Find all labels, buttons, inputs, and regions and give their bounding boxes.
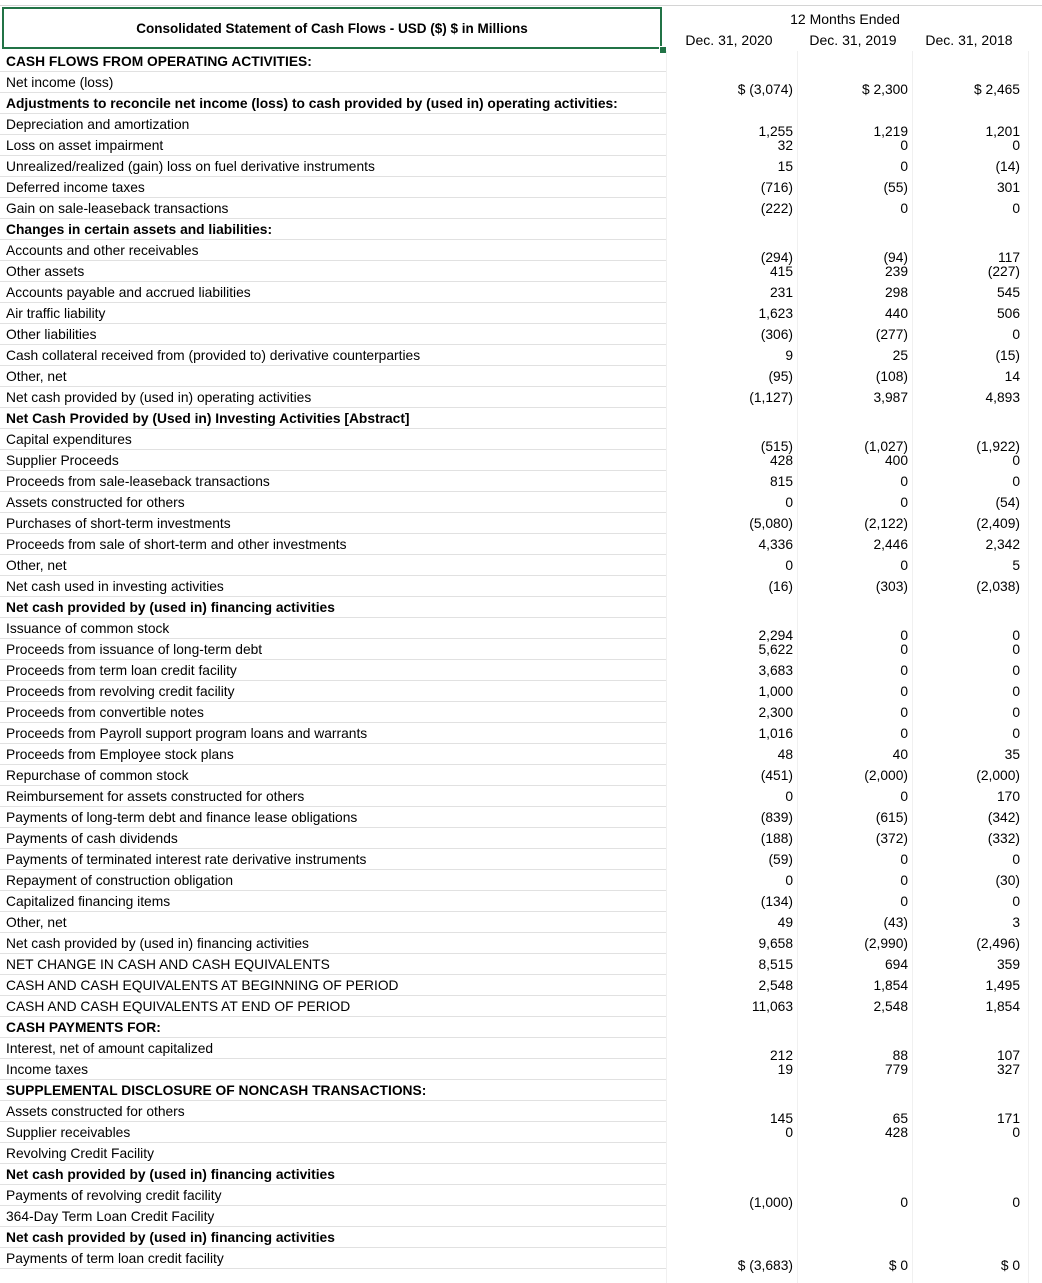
row-value-2020: 19 (777, 1062, 793, 1077)
row-value-2020: 415 (769, 264, 793, 279)
row-value-2020: 212 (769, 1048, 793, 1063)
table-row[interactable] (0, 1227, 1042, 1248)
table-row[interactable] (0, 156, 1042, 177)
row-value-2020: 2,300 (758, 705, 793, 720)
row-label: Net cash provided by (used in) financing activities (6, 1167, 335, 1182)
row-label: Interest, net of amount capitalized (6, 1041, 214, 1056)
row-value-2019: 0 (900, 558, 908, 573)
row-label: Net cash used in investing activities (6, 579, 224, 594)
row-value-2019: 440 (884, 306, 908, 321)
row-value-2020: 49 (777, 915, 793, 930)
row-value-2019: 0 (900, 495, 908, 510)
statement-title: Consolidated Statement of Cash Flows - USD ($) $ in Millions (136, 20, 528, 36)
row-value-2019: 0 (900, 1195, 908, 1210)
row-value-2020: 3,683 (758, 663, 793, 678)
table-row[interactable] (0, 597, 1042, 618)
row-label: Net cash provided by (used in) financing activities (6, 936, 309, 951)
row-value-2019: (2,000) (864, 768, 908, 783)
row-value-2019: 0 (900, 642, 908, 657)
table-row[interactable] (0, 177, 1042, 198)
row-value-2018: (2,000) (976, 768, 1020, 783)
row-value-2019: 0 (900, 628, 908, 643)
row-value-2020: 48 (777, 747, 793, 762)
row-value-2019: 239 (884, 264, 908, 279)
row-value-2018: 2,342 (985, 537, 1020, 552)
column-header-2018: Dec. 31, 2018 (925, 32, 1013, 48)
table-row[interactable] (0, 555, 1042, 576)
row-label: Net cash provided by (used in) operating activities (6, 390, 312, 405)
row-value-2018: (2,409) (976, 516, 1020, 531)
row-value-2018: 5 (1012, 558, 1020, 573)
row-label: Repurchase of common stock (6, 768, 189, 783)
row-label: Loss on asset impairment (6, 138, 164, 153)
row-value-2019: 0 (900, 852, 908, 867)
row-label: Accounts payable and accrued liabilities (6, 285, 251, 300)
statement-rows (0, 51, 1042, 1273)
table-row[interactable] (0, 576, 1042, 597)
row-value-2018: 0 (1012, 642, 1020, 657)
row-value-2020: (188) (760, 831, 793, 846)
row-value-2020: 0 (785, 558, 793, 573)
row-value-2018: 0 (1012, 1125, 1020, 1140)
row-value-2020: 1,255 (758, 124, 793, 139)
period-header: 12 Months Ended (790, 11, 900, 27)
row-value-2018: 1,201 (985, 124, 1020, 139)
row-value-2018: 327 (996, 1062, 1020, 1077)
row-value-2019: 1,854 (873, 978, 908, 993)
row-value-2018: (2,496) (976, 936, 1020, 951)
row-value-2018: 0 (1012, 684, 1020, 699)
row-value-2018: 0 (1012, 663, 1020, 678)
table-row[interactable] (0, 702, 1042, 723)
row-value-2018: 14 (1004, 369, 1020, 384)
row-label: Air traffic liability (6, 306, 106, 321)
row-label: CASH AND CASH EQUIVALENTS AT END OF PERIOD (6, 999, 351, 1014)
row-label: Deferred income taxes (6, 180, 145, 195)
table-row[interactable] (0, 849, 1042, 870)
row-value-2020: 9,658 (758, 936, 793, 951)
row-value-2018: 1,854 (985, 999, 1020, 1014)
row-value-2018: (1,922) (976, 439, 1020, 454)
row-value-2020: 145 (769, 1111, 793, 1126)
table-row[interactable] (0, 114, 1042, 139)
table-row[interactable] (0, 1101, 1042, 1126)
table-row[interactable] (0, 219, 1042, 240)
row-value-2019: (303) (875, 579, 908, 594)
row-value-2018: 0 (1012, 138, 1020, 153)
table-row[interactable] (0, 408, 1042, 429)
row-label: Income taxes (6, 1062, 89, 1077)
row-label: Net cash provided by (used in) financing activities (6, 1230, 335, 1245)
table-row[interactable] (0, 1059, 1042, 1080)
row-value-2020: (95) (768, 369, 793, 384)
row-value-2019: 3,987 (873, 390, 908, 405)
row-label: Proceeds from convertible notes (6, 705, 204, 720)
row-value-2019: (2,122) (864, 516, 908, 531)
gridline-horizontal (0, 1268, 666, 1269)
row-value-2020: 428 (769, 453, 793, 468)
row-value-2018: 0 (1012, 1195, 1020, 1210)
row-value-2019: $ 0 (888, 1258, 908, 1273)
row-value-2020: 11,063 (751, 999, 793, 1014)
table-row[interactable] (0, 933, 1042, 954)
table-row[interactable] (0, 639, 1042, 660)
table-row[interactable] (0, 660, 1042, 681)
table-row[interactable] (0, 786, 1042, 807)
row-label: Net income (loss) (6, 75, 114, 90)
row-value-2020: 0 (785, 789, 793, 804)
row-value-2019: 0 (900, 726, 908, 741)
row-value-2018: $ 2,465 (973, 82, 1020, 97)
table-row[interactable] (0, 681, 1042, 702)
row-label: Assets constructed for others (6, 495, 185, 510)
row-value-2020: (134) (760, 894, 793, 909)
table-row[interactable] (0, 324, 1042, 345)
row-value-2020: 8,515 (758, 957, 793, 972)
row-label: Repayment of construction obligation (6, 873, 234, 888)
row-label: Unrealized/realized (gain) loss on fuel derivative instruments (6, 159, 375, 174)
table-row[interactable] (0, 1206, 1042, 1227)
row-value-2018: 107 (996, 1048, 1020, 1063)
row-label: Other, net (6, 915, 67, 930)
row-value-2019: (615) (875, 810, 908, 825)
row-value-2018: (54) (995, 495, 1020, 510)
row-label: Payments of cash dividends (6, 831, 178, 846)
row-label: Assets constructed for others (6, 1104, 185, 1119)
row-value-2018: 0 (1012, 894, 1020, 909)
row-label: Proceeds from term loan credit facility (6, 663, 237, 678)
row-value-2019: 2,548 (873, 999, 908, 1014)
row-value-2018: 0 (1012, 201, 1020, 216)
row-value-2020: 815 (769, 474, 793, 489)
table-row[interactable] (0, 1143, 1042, 1164)
table-row[interactable] (0, 198, 1042, 219)
row-value-2019: 65 (892, 1111, 908, 1126)
row-label: Supplier receivables (6, 1125, 131, 1140)
row-value-2019: (94) (883, 250, 908, 265)
row-value-2018: 301 (996, 180, 1020, 195)
table-row[interactable] (0, 870, 1042, 891)
row-value-2018: 1,495 (985, 978, 1020, 993)
row-value-2020: (1,000) (749, 1195, 793, 1210)
row-value-2018: (2,038) (976, 579, 1020, 594)
row-value-2019: 1,219 (873, 124, 908, 139)
row-value-2019: (372) (875, 831, 908, 846)
row-value-2018: (15) (995, 348, 1020, 363)
table-row[interactable] (0, 72, 1042, 97)
row-label: Other, net (6, 558, 67, 573)
row-label: Accounts and other receivables (6, 243, 199, 258)
row-label: Net cash provided by (used in) financing activities (6, 600, 335, 615)
row-label: Reimbursement for assets constructed for others (6, 789, 305, 804)
column-header-strip (0, 0, 1042, 6)
row-label: NET CHANGE IN CASH AND CASH EQUIVALENTS (6, 957, 330, 972)
row-label: Proceeds from revolving credit facility (6, 684, 235, 699)
row-value-2020: 2,548 (758, 978, 793, 993)
row-value-2018: 359 (996, 957, 1020, 972)
row-value-2018: 3 (1012, 915, 1020, 930)
row-value-2020: 1,623 (758, 306, 793, 321)
table-row[interactable] (0, 1164, 1042, 1185)
row-value-2020: 4,336 (758, 537, 793, 552)
row-value-2018: (14) (995, 159, 1020, 174)
row-value-2019: 0 (900, 138, 908, 153)
row-value-2020: 231 (769, 285, 793, 300)
row-value-2019: 0 (900, 894, 908, 909)
table-row[interactable] (0, 996, 1042, 1017)
row-value-2020: (515) (760, 439, 793, 454)
row-value-2019: 779 (884, 1062, 908, 1077)
table-row[interactable] (0, 1122, 1042, 1143)
row-label: Revolving Credit Facility (6, 1146, 154, 1161)
row-value-2020: 0 (785, 495, 793, 510)
row-value-2018: 0 (1012, 726, 1020, 741)
row-value-2019: 400 (884, 453, 908, 468)
table-row[interactable] (0, 1080, 1042, 1101)
row-label: Payments of revolving credit facility (6, 1188, 222, 1203)
table-row[interactable] (0, 387, 1042, 408)
row-value-2020: (306) (760, 327, 793, 342)
row-value-2018: 0 (1012, 705, 1020, 720)
row-value-2019: $ 2,300 (861, 82, 908, 97)
row-value-2019: (1,027) (864, 439, 908, 454)
statement-title-cell[interactable] (2, 7, 662, 49)
row-label: Depreciation and amortization (6, 117, 190, 132)
row-value-2018: 506 (996, 306, 1020, 321)
row-value-2018: (227) (987, 264, 1020, 279)
table-row[interactable] (0, 975, 1042, 996)
row-label: Net Cash Provided by (Used in) Investing Activities [Abstract] (6, 411, 410, 426)
row-label: Payments of long-term debt and finance lease obligations (6, 810, 358, 825)
table-row[interactable] (0, 303, 1042, 324)
column-header-2020: Dec. 31, 2020 (685, 32, 773, 48)
row-label: Other, net (6, 369, 67, 384)
row-value-2018: 0 (1012, 453, 1020, 468)
row-value-2019: 0 (900, 159, 908, 174)
row-label: CASH AND CASH EQUIVALENTS AT BEGINNING OF PERIOD (6, 978, 399, 993)
row-label: Adjustments to reconcile net income (loss) to cash provided by (used in) operating activities: (6, 96, 618, 111)
row-value-2019: 0 (900, 663, 908, 678)
table-row[interactable] (0, 1017, 1042, 1038)
row-label: 364-Day Term Loan Credit Facility (6, 1209, 215, 1224)
row-value-2018: (342) (987, 810, 1020, 825)
row-value-2020: (5,080) (749, 516, 793, 531)
row-label: Other assets (6, 264, 85, 279)
row-label: Proceeds from Payroll support program loans and warrants (6, 726, 368, 741)
row-value-2020: (294) (760, 250, 793, 265)
row-value-2019: 694 (884, 957, 908, 972)
row-value-2020: 1,000 (758, 684, 793, 699)
table-row[interactable] (0, 1038, 1042, 1063)
row-value-2018: 0 (1012, 628, 1020, 643)
row-value-2020: 15 (777, 159, 793, 174)
row-value-2020: (716) (760, 180, 793, 195)
table-row[interactable] (0, 1185, 1042, 1210)
row-value-2020: 32 (777, 138, 793, 153)
table-row[interactable] (0, 828, 1042, 849)
row-value-2019: 40 (892, 747, 908, 762)
table-row[interactable] (0, 891, 1042, 912)
table-row[interactable] (0, 51, 1042, 72)
table-row[interactable] (0, 492, 1042, 513)
table-row[interactable] (0, 429, 1042, 454)
row-value-2018: 171 (996, 1111, 1020, 1126)
table-row[interactable] (0, 345, 1042, 366)
table-row[interactable] (0, 618, 1042, 643)
row-value-2019: 2,446 (873, 537, 908, 552)
table-row[interactable] (0, 912, 1042, 933)
column-header-2019: Dec. 31, 2019 (809, 32, 897, 48)
table-row[interactable] (0, 534, 1042, 555)
row-value-2020: (451) (760, 768, 793, 783)
row-value-2019: 25 (892, 348, 908, 363)
row-value-2018: $ 0 (1000, 1258, 1020, 1273)
row-value-2018: 4,893 (985, 390, 1020, 405)
row-value-2019: 298 (884, 285, 908, 300)
row-value-2018: 0 (1012, 474, 1020, 489)
row-label: Proceeds from issuance of long-term debt (6, 642, 263, 657)
table-row[interactable] (0, 366, 1042, 387)
row-value-2019: 0 (900, 873, 908, 888)
row-value-2020: (59) (768, 852, 793, 867)
table-row[interactable] (0, 954, 1042, 975)
row-value-2018: 117 (998, 250, 1020, 265)
table-row[interactable] (0, 93, 1042, 114)
row-label: Other liabilities (6, 327, 97, 342)
row-value-2019: 0 (900, 705, 908, 720)
row-label: Proceeds from sale of short-term and other investments (6, 537, 347, 552)
row-value-2020: (839) (760, 810, 793, 825)
row-value-2019: (43) (883, 915, 908, 930)
table-row[interactable] (0, 513, 1042, 534)
row-value-2019: 0 (900, 474, 908, 489)
row-label: Payments of terminated interest rate derivative instruments (6, 852, 367, 867)
row-value-2019: (277) (875, 327, 908, 342)
row-value-2018: (332) (987, 831, 1020, 846)
row-value-2019: (108) (875, 369, 908, 384)
row-value-2018: 0 (1012, 852, 1020, 867)
row-value-2020: 5,622 (758, 642, 793, 657)
row-label: Cash collateral received from (provided to) derivative counterparties (6, 348, 421, 363)
row-value-2018: 170 (996, 789, 1020, 804)
table-row[interactable] (0, 723, 1042, 744)
row-label: Supplier Proceeds (6, 453, 119, 468)
row-value-2019: 0 (900, 201, 908, 216)
row-value-2019: 0 (900, 684, 908, 699)
row-label: Proceeds from sale-leaseback transactions (6, 474, 270, 489)
row-label: Payments of term loan credit facility (6, 1251, 224, 1266)
row-label: Capitalized financing items (6, 894, 171, 909)
row-label: Proceeds from Employee stock plans (6, 747, 234, 762)
table-row[interactable] (0, 282, 1042, 303)
row-value-2020: 0 (785, 873, 793, 888)
table-row[interactable] (0, 240, 1042, 265)
row-value-2018: (30) (995, 873, 1020, 888)
table-row[interactable] (0, 765, 1042, 786)
table-row[interactable] (0, 135, 1042, 156)
row-value-2020: 0 (785, 1125, 793, 1140)
table-row[interactable] (0, 471, 1042, 492)
table-row[interactable] (0, 261, 1042, 282)
table-row[interactable] (0, 744, 1042, 765)
table-row[interactable] (0, 1248, 1042, 1273)
row-value-2019: (55) (883, 180, 908, 195)
row-value-2019: 428 (884, 1125, 908, 1140)
row-value-2020: 9 (785, 348, 793, 363)
row-value-2020: (16) (768, 579, 793, 594)
row-value-2019: 88 (892, 1048, 908, 1063)
row-label: Capital expenditures (6, 432, 132, 447)
row-value-2018: 0 (1012, 327, 1020, 342)
row-value-2019: 0 (900, 789, 908, 804)
row-value-2018: 35 (1004, 747, 1020, 762)
row-label: CASH FLOWS FROM OPERATING ACTIVITIES: (6, 54, 312, 69)
row-value-2020: (222) (760, 201, 793, 216)
row-value-2019: (2,990) (864, 936, 908, 951)
row-value-2020: $ (3,074) (737, 82, 793, 97)
table-row[interactable] (0, 807, 1042, 828)
row-value-2020: $ (3,683) (737, 1258, 793, 1273)
row-label: Gain on sale-leaseback transactions (6, 201, 229, 216)
row-label: Issuance of common stock (6, 621, 170, 636)
row-label: CASH PAYMENTS FOR: (6, 1020, 161, 1035)
table-row[interactable] (0, 450, 1042, 471)
row-label: Purchases of short-term investments (6, 516, 231, 531)
row-value-2020: 2,294 (758, 628, 793, 643)
row-value-2018: 545 (996, 285, 1020, 300)
row-label: SUPPLEMENTAL DISCLOSURE OF NONCASH TRANSACTIONS: (6, 1083, 427, 1098)
row-value-2020: 1,016 (758, 726, 793, 741)
row-value-2020: (1,127) (749, 390, 793, 405)
row-label: Changes in certain assets and liabilities: (6, 222, 273, 237)
